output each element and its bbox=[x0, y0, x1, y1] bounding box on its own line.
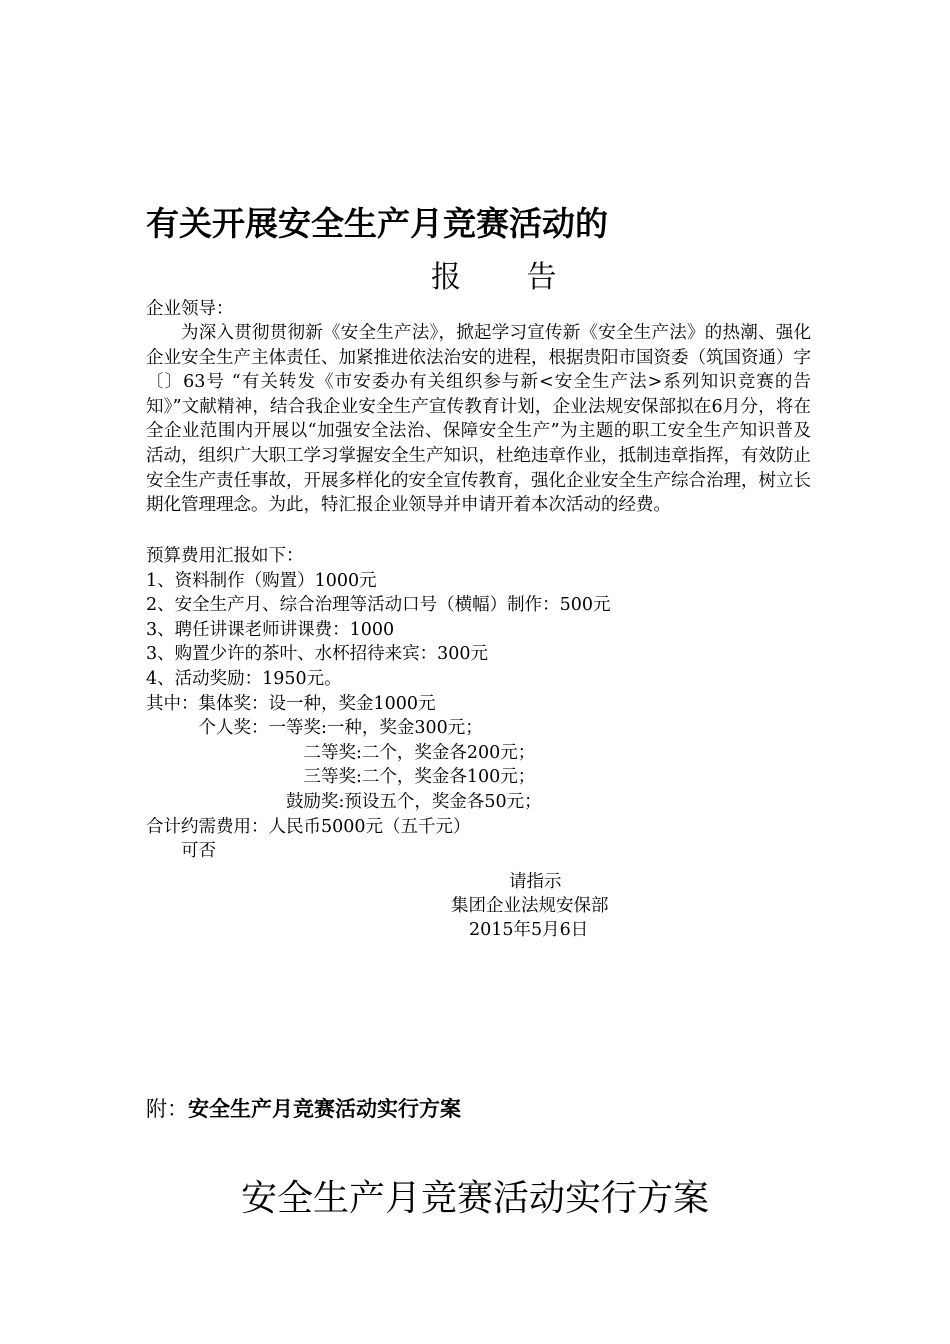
budget-item: 4、活动奖励：1950元。 bbox=[146, 668, 342, 689]
award-encourage: 鼓励奖:预设五个，奖金各50元； bbox=[146, 791, 542, 812]
sign-request: 请指示 bbox=[509, 872, 562, 892]
budget-item: 3、聘任讲课老师讲课费：1000 bbox=[146, 619, 395, 640]
award-collective: 其中：集体奖：设一种，奖金1000元 bbox=[146, 693, 436, 714]
award-first: 个人奖：一等奖:一种，奖金300元； bbox=[146, 718, 483, 739]
approval-question: 可否 bbox=[146, 841, 216, 862]
budget-item: 2、安全生产月、综合治理等活动口号（横幅）制作：500元 bbox=[146, 595, 611, 616]
appendix-title: 安全生产月竞赛活动实行方案 bbox=[188, 1097, 461, 1121]
budget-item: 3、购置少许的茶叶、水杯招待来宾：300元 bbox=[146, 644, 489, 665]
sign-department: 集团企业法规安保部 bbox=[451, 896, 609, 916]
document-title: 有关开展安全生产月竞赛活动的 bbox=[146, 204, 608, 243]
appendix-prefix: 附： bbox=[146, 1097, 188, 1121]
appendix-heading bbox=[146, 1093, 461, 1123]
salutation: 企业领导： bbox=[146, 299, 234, 319]
budget-list bbox=[146, 544, 611, 864]
award-second: 二等奖:二个，奖金各200元； bbox=[146, 742, 536, 763]
total-cost: 合计约需费用：人民币5000元（五千元） bbox=[146, 816, 471, 837]
budget-heading: 预算费用汇报如下： bbox=[146, 546, 304, 566]
award-third: 三等奖:二个，奖金各100元； bbox=[146, 767, 536, 788]
plan-title: 安全生产月竞赛活动实行方案 bbox=[240, 1178, 709, 1219]
document-subtitle: 报 告 bbox=[431, 260, 585, 295]
body-paragraph: 为深入贯彻贯彻新《安全生产法》，掀起学习宣传新《安全生产法》的热潮、强化企业安全生产主体责任、加紧推进依法治安的进程，根据贵阳市国资委（筑国资通）字〔〕63号 “有关转发《市安委办有关组织参与新<安全生产法>系列知识竞赛的告知》”文献精神，结合我企业安全生产宣传教育计划，企业法规安保部拟在6月分，将在全企业范围内开展以“加强安全法治、保障安全生产”为主题的职工安全生产知识普及活动，组织广大职工学习掌握安全生产知识，杜绝违章作业，抵制违章指挥，有效防止安全生产责任事故，开展多样化的安全宣传教育，强化企业安全生产综合治理，树立长期化管理理念。为此，特汇报企业领导并申请开着本次活动的经费。 bbox=[146, 323, 811, 516]
sign-date: 2015年5月6日 bbox=[469, 920, 589, 940]
budget-item: 1、资料制作（购置）1000元 bbox=[146, 570, 377, 591]
